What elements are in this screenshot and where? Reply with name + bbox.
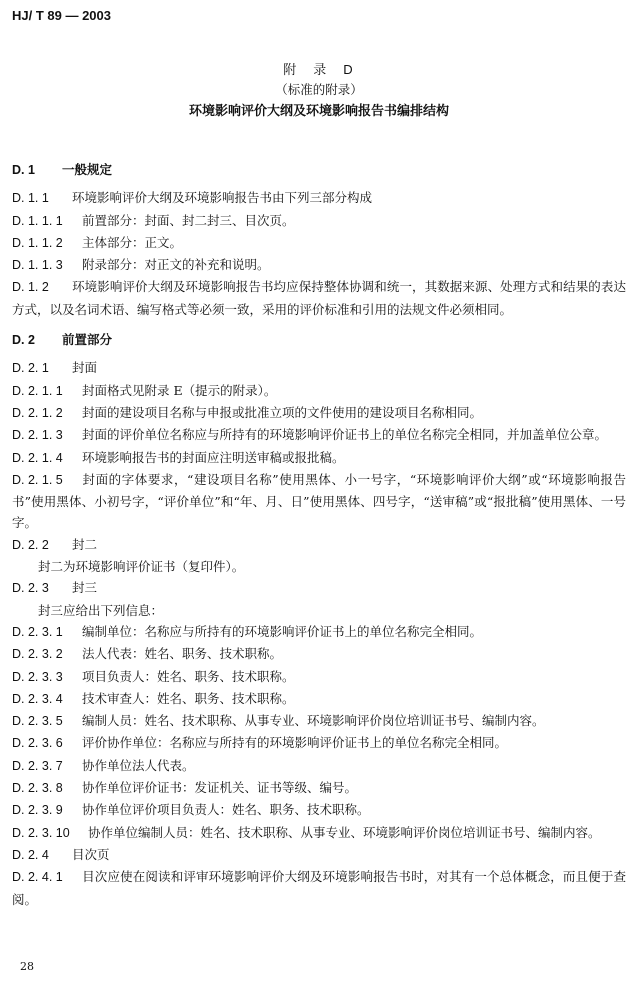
clause-text: 封二为环境影响评价证书（复印件）。 [38, 559, 245, 575]
clause: D. 2. 3 封三 [12, 580, 98, 596]
clause: D. 2. 3. 2 法人代表：姓名、职务、技术职称。 [12, 646, 283, 662]
appendix-label: 附 录 D [283, 62, 355, 77]
clause: D. 1. 1. 2 主体部分：正文。 [12, 234, 183, 250]
appendix-type: （标准的附录） [275, 82, 363, 97]
clause: D. 2. 1. 5 封面的字体要求，“建设项目名称”使用黑体、小一号字，“环境影响评价大纲”或“环境影响报告书”使用黑体、小初号字，“评价单位”和“年、月、日”使用黑体、四号字，“送审稿”或“报批稿”使用黑体、一号字。 [12, 471, 626, 531]
clause: D. 2. 3. 4 技术审查人：姓名、职务、技术职称。 [12, 690, 295, 706]
page-number: 28 [20, 960, 34, 973]
clause: D. 2. 1. 3 封面的评价单位名称应与所持有的环境影响评价证书上的单位名称完全相同，并加盖单位公章。 [12, 427, 608, 443]
clause: D. 2. 3. 7 协作单位法人代表。 [12, 757, 195, 773]
clause: D. 2. 1 封面 [12, 360, 98, 376]
clause-text: 封三应给出下列信息： [38, 602, 164, 618]
clause: D. 2. 1. 1 封面格式见附录 E（提示的附录）。 [12, 382, 277, 398]
clause: D. 1. 1. 1 前置部分：封面、封二封三、目次页。 [12, 212, 295, 228]
document-body [12, 154, 626, 910]
clause: D. 1. 2 环境影响评价大纲及环境影响报告书均应保持整体协调和统一，其数据来源、处理方式和结果的表达方式，以及名词术语、编写格式等必须一致，采用的评价标准和引用的法规文件必须相同。 [12, 279, 626, 317]
clause: D. 2. 4. 1 目次应使在阅读和评审环境影响评价大纲及环境影响报告书时，对其有一个总体概念，而且便于查阅。 [12, 869, 626, 907]
document-header: HJ/ T 89 — 2003 [12, 8, 111, 23]
clause: D. 2. 4 目次页 [12, 846, 110, 862]
title-block [0, 60, 638, 122]
section-heading-d1: D. 1 一般规定 [12, 163, 113, 177]
clause: D. 2. 1. 2 封面的建设项目名称与申报或批准立项的文件使用的建设项目名称相同。 [12, 404, 483, 420]
clause: D. 2. 3. 6 评价协作单位：名称应与所持有的环境影响评价证书上的单位名称完全相同。 [12, 735, 508, 751]
clause: D. 2. 3. 3 项目负责人：姓名、职务、技术职称。 [12, 668, 295, 684]
clause: D. 2. 3. 9 协作单位评价项目负责人：姓名、职务、技术职称。 [12, 802, 370, 818]
clause: D. 2. 2 封二 [12, 536, 98, 552]
clause: D. 2. 3. 10 协作单位编制人员：姓名、技术职称、从事专业、环境影响评价岗位培训证书号、编制内容。 [12, 824, 601, 840]
clause: D. 1. 1 环境影响评价大纲及环境影响报告书由下列三部分构成 [12, 190, 373, 206]
clause: D. 2. 3. 5 编制人员：姓名、技术职称、从事专业、环境影响评价岗位培训证书号、编制内容。 [12, 713, 545, 729]
clause: D. 2. 3. 1 编制单位：名称应与所持有的环境影响评价证书上的单位名称完全相同。 [12, 623, 483, 639]
clause: D. 2. 1. 4 环境影响报告书的封面应注明送审稿或报批稿。 [12, 449, 345, 465]
appendix-title: 环境影响评价大纲及环境影响报告书编排结构 [188, 103, 449, 118]
clause: D. 2. 3. 8 协作单位评价证书：发证机关、证书等级、编号。 [12, 780, 358, 796]
clause: D. 1. 1. 3 附录部分：对正文的补充和说明。 [12, 257, 270, 273]
section-heading-d2: D. 2 前置部分 [12, 333, 113, 348]
